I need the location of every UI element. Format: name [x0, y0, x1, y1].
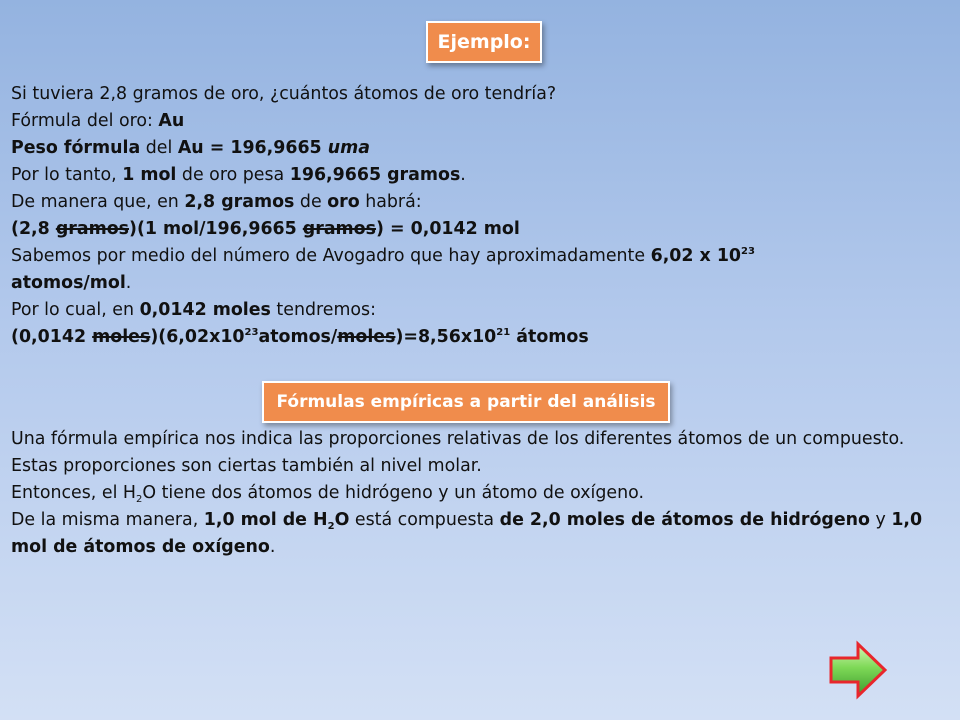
example-text — [11, 81, 941, 351]
avogadro-unit-line: atomos/mol. — [11, 273, 132, 293]
moles-line: Por lo cual, en 0,0142 moles tendremos: — [11, 300, 376, 320]
example-badge: Ejemplo: — [426, 21, 542, 63]
water-atoms-line: Entonces, el $H_2O$ tiene dos átomos de hidrógeno y un átomo de oxígeno. — [11, 483, 644, 505]
atoms-calc-line: (0,0142 $moles)(6,02x10^{23}atomos/moles)=8,56x10^{21}$ átomos — [11, 327, 589, 347]
molar-level-line: Estas proporciones son ciertas también al nivel molar. — [11, 456, 482, 476]
avogadro-line: Sabemos por medio del número de Avogadro que hay aproximadamente 6,02 x $10^{23}$ — [11, 246, 755, 266]
mol-mass-line: Por lo tanto, 1 mol de oro pesa 196,9665 gramos. — [11, 165, 466, 185]
water-moles-paragraph: De la misma manera, 1,0 mol de $H_2O$ está compuesta de 2,0 moles de átomos de hidrógeno y 1,0 mol de átomos de oxígeno. — [11, 510, 923, 557]
mol-calc-line: (2,8 gramos)(1 mol/196,9665 gramos) = 0,0142 mol — [11, 219, 520, 239]
question-line: Si tuviera 2,8 gramos de oro, ¿cuántos átomos de oro tendría? — [11, 84, 557, 104]
given-mass-line: De manera que, en 2,8 gramos de oro habrá: — [11, 192, 422, 212]
next-arrow-icon — [831, 644, 885, 696]
weight-line: Peso fórmula del Au = 196,9665 uma — [11, 138, 370, 158]
empirical-formulas-badge: Fórmulas empíricas a partir del análisis — [262, 381, 670, 423]
formula-line: Fórmula del oro: Au — [11, 111, 185, 131]
definition-paragraph: Una fórmula empírica nos indica las proporciones relativas de los diferentes átomos de un compuesto. — [11, 429, 905, 449]
empirical-text — [11, 426, 941, 561]
next-button[interactable] — [828, 640, 888, 700]
